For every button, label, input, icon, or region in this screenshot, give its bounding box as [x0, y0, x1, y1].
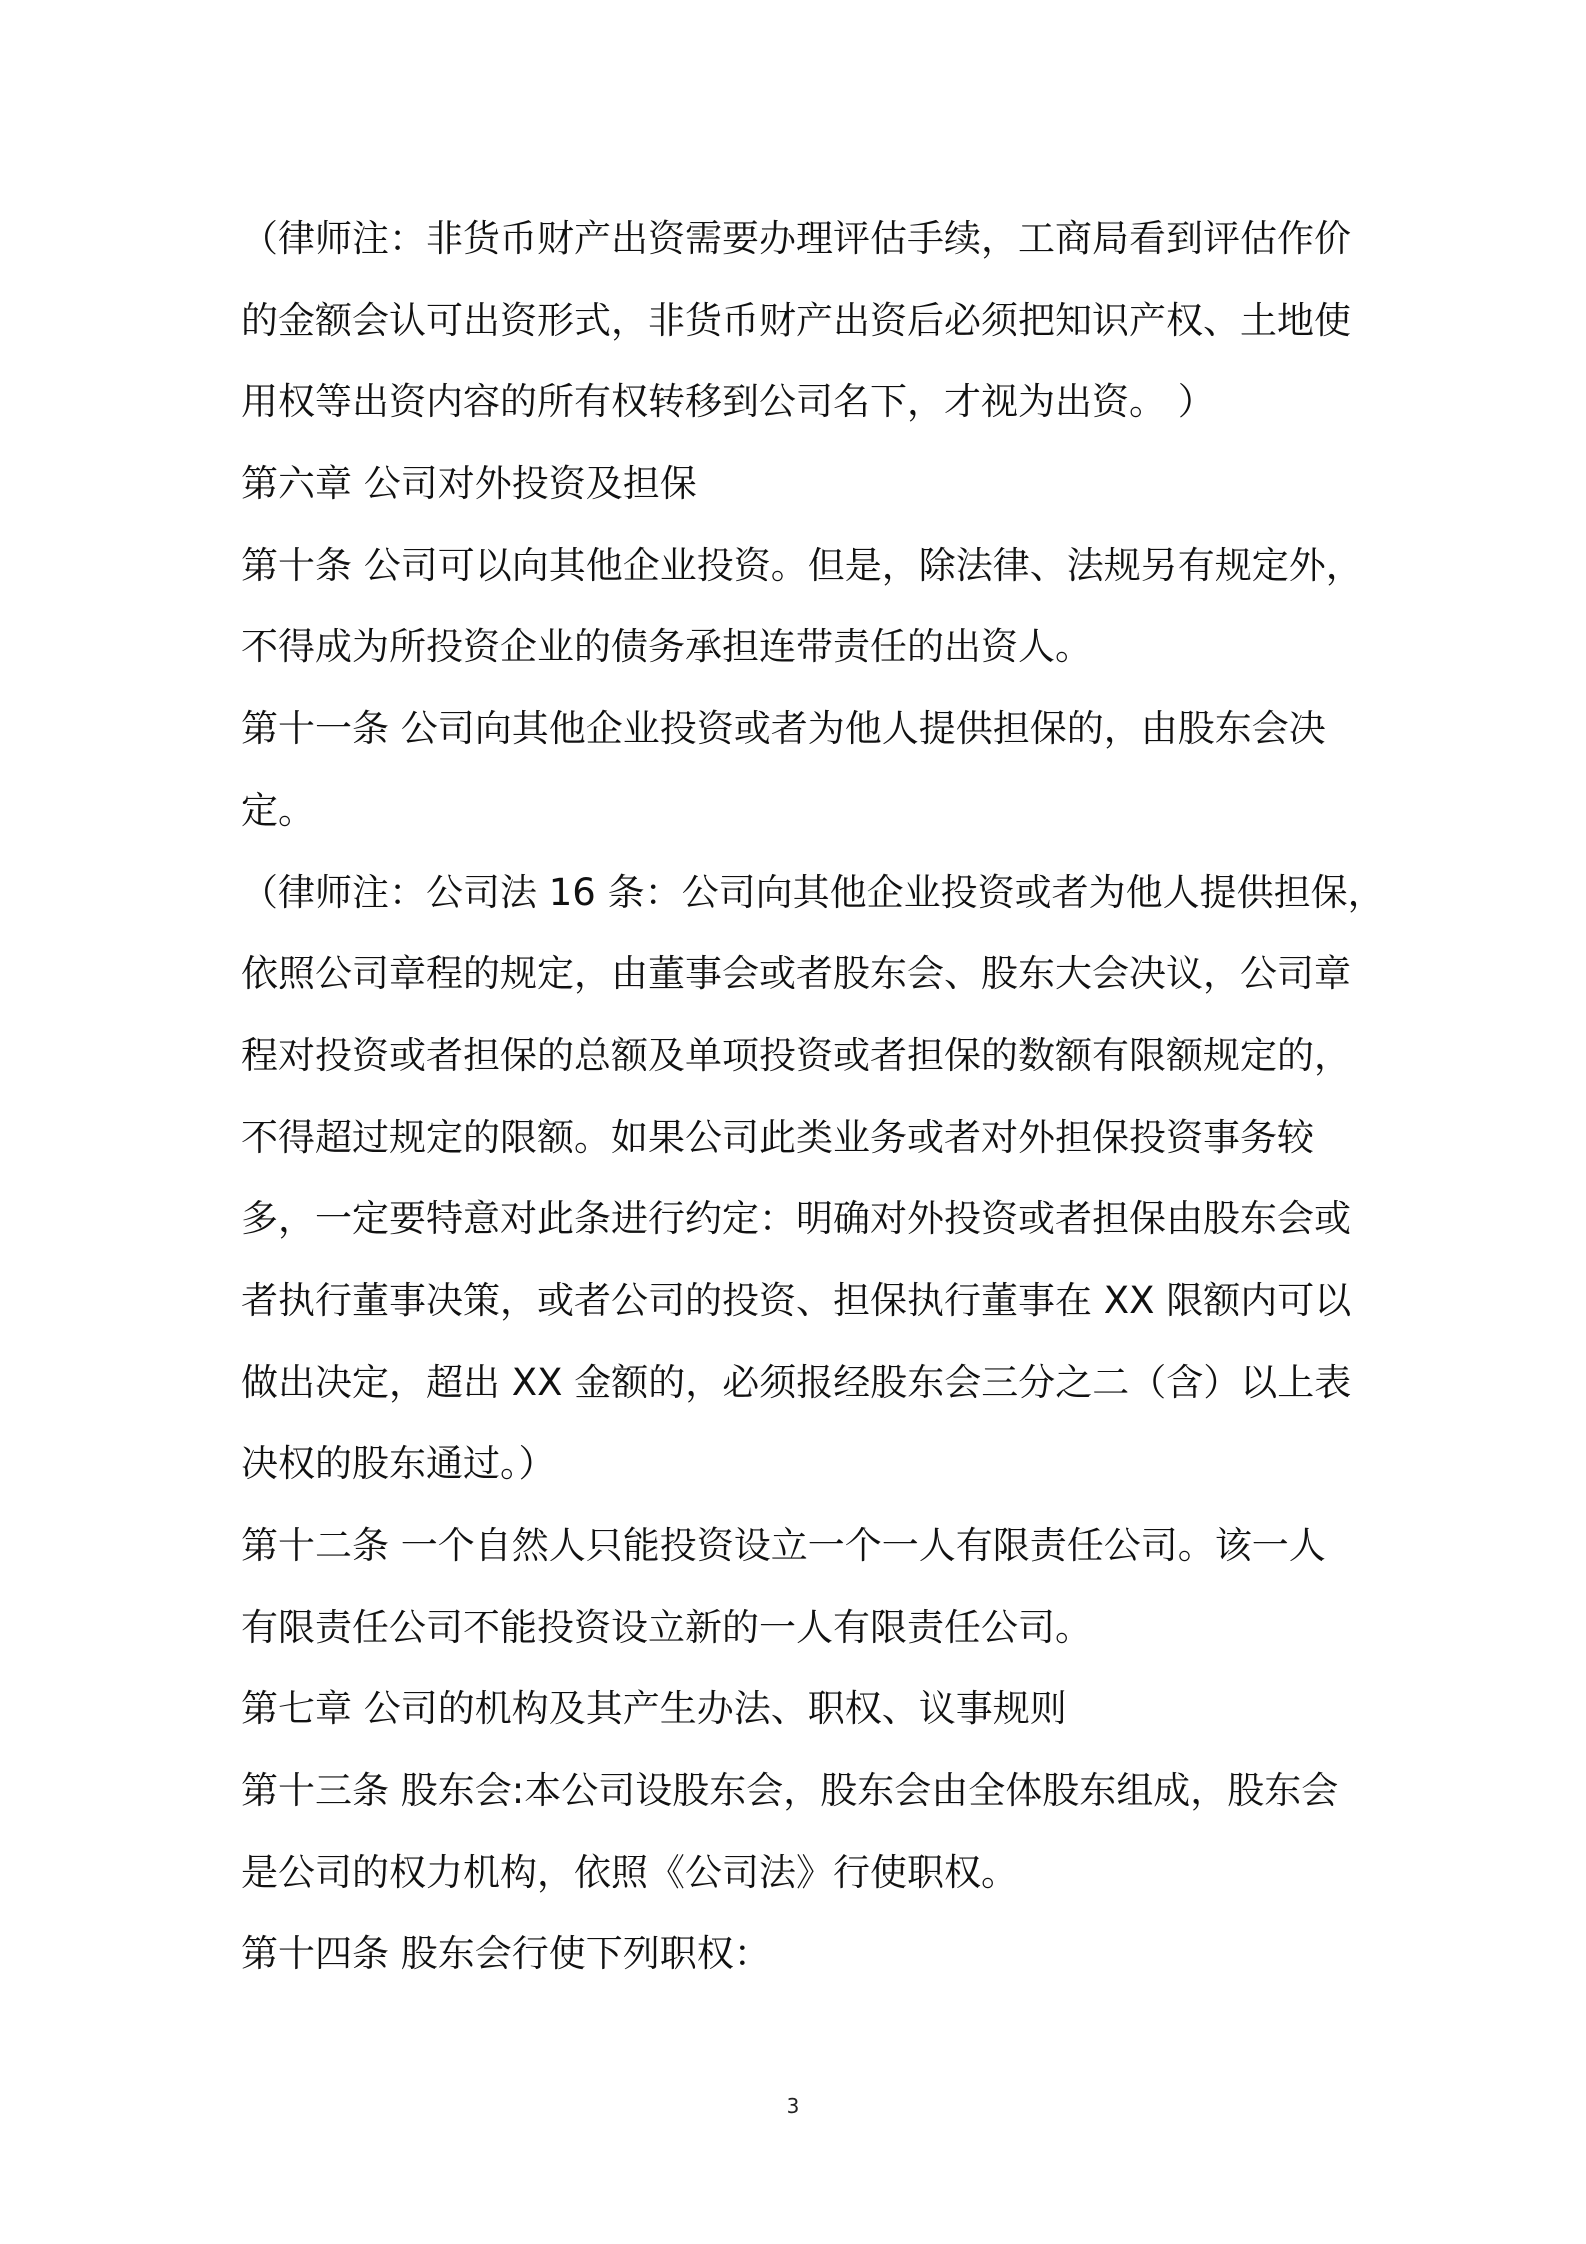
- article-line: 第十条 公司可以向其他企业投资。但是，除法律、法规另有规定外，: [241, 543, 1363, 587]
- text-line: 是公司的权力机构，依照《公司法》行使职权。: [241, 1850, 1018, 1894]
- text-line: 做出决定，超出 XX 金额的，必须报经股东会三分之二（含）以上表: [241, 1360, 1352, 1404]
- article-line: 第十三条 股东会:本公司设股东会，股东会由全体股东组成，股东会: [241, 1769, 1339, 1813]
- text-line: 程对投资或者担保的总额及单项投资或者担保的数额有限额规定的，: [241, 1033, 1351, 1077]
- lawyer-note-line: （律师注：公司法 16 条：公司向其他企业投资或者为他人提供担保，: [241, 870, 1385, 914]
- text-line: 有限责任公司不能投资设立新的一人有限责任公司。: [241, 1605, 1092, 1649]
- text-line: 依照公司章程的规定，由董事会或者股东会、股东大会决议，公司章: [241, 952, 1351, 996]
- text-line: 者执行董事决策，或者公司的投资、担保执行董事在 XX 限额内可以: [241, 1278, 1352, 1322]
- text-line: 不得超过规定的限额。如果公司此类业务或者对外担保投资事务较: [241, 1115, 1314, 1159]
- article-line: 第十四条 股东会行使下列职权：: [241, 1932, 771, 1976]
- text-line: 决权的股东通过。）: [241, 1442, 556, 1486]
- text-line: 的金额会认可出资形式，非货币财产出资后必须把知识产权、土地使: [241, 298, 1351, 342]
- chapter-heading: 第七章 公司的机构及其产生办法、职权、议事规则: [241, 1687, 1067, 1731]
- chapter-heading: 第六章 公司对外投资及担保: [241, 462, 697, 506]
- text-line: （律师注：非货币财产出资需要办理评估手续，工商局看到评估作价: [241, 217, 1351, 260]
- text-line: 定。: [241, 788, 315, 832]
- article-line: 第十一条 公司向其他企业投资或者为他人提供担保的，由股东会决: [241, 707, 1326, 751]
- document-body: [241, 198, 1385, 1995]
- page-number: 3: [786, 2094, 800, 2118]
- text-line: 不得成为所投资企业的债务承担连带责任的出资人。: [241, 625, 1092, 669]
- text-line: 用权等出资内容的所有权转移到公司名下，才视为出资。 ）: [241, 380, 1215, 424]
- article-line: 第十二条 一个自然人只能投资设立一个一人有限责任公司。该一人: [241, 1524, 1326, 1567]
- text-line: 多，一定要特意对此条进行约定：明确对外投资或者担保由股东会或: [241, 1197, 1351, 1241]
